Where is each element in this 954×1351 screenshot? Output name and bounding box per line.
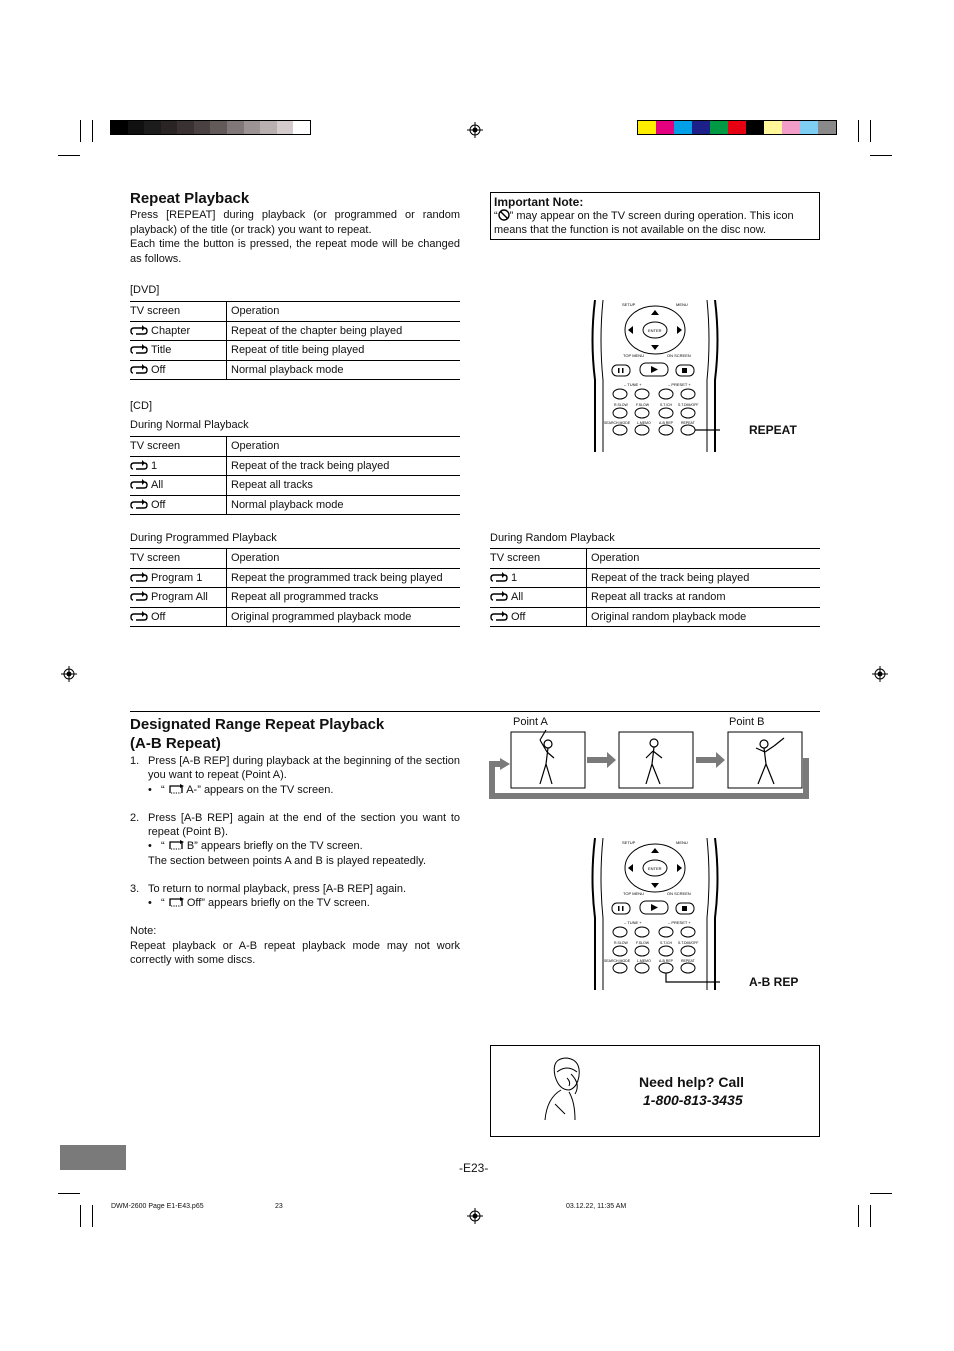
repeat-icon <box>490 591 508 602</box>
operation-cell: Repeat of the chapter being played <box>227 321 461 341</box>
table-header-row <box>130 549 460 569</box>
remote-repeat-label: REPEAT <box>681 421 695 425</box>
remote-dim-label: S.T.DIM/OFF <box>678 403 699 407</box>
col-operation-header: Operation <box>227 302 461 322</box>
random-repeat-table <box>490 548 820 627</box>
tv-screen-cell: All <box>130 476 227 496</box>
repeat-section-title: Repeat Playback <box>130 190 250 207</box>
col-operation-header: Operation <box>587 549 821 569</box>
normal-playback-label: During Normal Playback <box>130 419 249 431</box>
remote-search-label: SEARCH MODE <box>604 421 631 425</box>
calibration-swatch <box>194 121 211 134</box>
ab-repeat-diagram <box>488 728 818 800</box>
color-calibration-bar <box>637 120 837 135</box>
repeat-icon <box>130 499 148 510</box>
ab-rep-callout: A-B REP <box>749 975 799 989</box>
operation-cell: Normal playback mode <box>227 360 461 380</box>
operation-cell: Repeat the programmed track being played <box>227 568 461 588</box>
remote-setup-label: SETUP <box>622 302 636 307</box>
repeat-icon <box>130 479 148 490</box>
remote-abrep-label: A-B REP <box>659 959 674 963</box>
calibration-swatch <box>144 121 161 134</box>
tv-screen-cell: Off <box>130 607 227 627</box>
remote-dim-label: S.T.DIM/OFF <box>678 941 699 945</box>
calibration-swatch <box>638 121 656 134</box>
calibration-swatch <box>244 121 261 134</box>
calibration-swatch <box>800 121 818 134</box>
tv-screen-cell: Title <box>130 341 227 361</box>
ab-step-1: 1. Press [A-B REP] during playback at the beginning of the section you want to repeat (Point A). • “ A-” appears on the TV screen. <box>130 755 460 796</box>
calibration-swatch <box>782 121 800 134</box>
remote-tune-label: – TUNE + <box>624 920 642 925</box>
calibration-swatch <box>692 121 710 134</box>
remote-step-label: S.T./CH <box>660 941 673 945</box>
footer-date: 03.12.22, 11:35 AM <box>566 1203 627 1210</box>
remote-r-slow-label: R.SLOW <box>614 941 628 945</box>
grayscale-calibration-bar <box>110 120 311 135</box>
point-a-label: Point A <box>513 716 548 728</box>
remote-enter-label: ENTER <box>648 328 662 333</box>
dvd-label: [DVD] <box>130 284 160 296</box>
operation-cell: Original programmed playback mode <box>227 607 461 627</box>
table-header-row <box>490 549 820 569</box>
calibration-swatch <box>161 121 178 134</box>
footer-file: DWM-2600 Page E1-E43.p65 <box>111 1203 204 1210</box>
programmed-playback-label: During Programmed Playback <box>130 532 277 544</box>
important-note-box <box>490 192 820 240</box>
registration-mark-icon <box>467 1208 483 1224</box>
remote-menu-label: MENU <box>676 302 688 307</box>
registration-mark-icon <box>61 666 77 682</box>
tv-screen-cell: All <box>490 588 587 608</box>
remote-top-menu-label: TOP MENU <box>623 353 644 358</box>
ab-step-3: 3. To return to normal playback, press [A-B REP] again. • “ Off” appears briefly on the TV screen. <box>130 883 407 910</box>
operation-cell: Repeat of the track being played <box>587 568 821 588</box>
table-header-row <box>130 302 460 322</box>
ab-note: Note: Repeat playback or A-B repeat playback mode may not work correctly with some discs. <box>130 925 460 966</box>
calibration-swatch <box>728 121 746 134</box>
table-row <box>130 321 460 341</box>
tv-screen-cell: Off <box>130 495 227 515</box>
remote-control-illustration <box>590 838 720 990</box>
ab-steps-list <box>130 754 460 911</box>
programmed-repeat-table <box>130 548 460 627</box>
calibration-swatch <box>260 121 277 134</box>
registration-mark-icon <box>872 666 888 682</box>
calibration-swatch <box>227 121 244 134</box>
remote-on-screen-label: ON SCREEN <box>667 891 691 896</box>
remote-setup-label: SETUP <box>622 840 636 845</box>
table-row <box>490 588 820 608</box>
table-row <box>130 607 460 627</box>
table-row <box>130 495 460 515</box>
repeat-icon <box>490 611 508 622</box>
important-note-title: Important Note: <box>494 195 584 209</box>
section-divider <box>130 711 820 712</box>
tv-screen-cell: 1 <box>130 456 227 476</box>
dvd-repeat-table <box>130 301 460 380</box>
col-screen-header: TV screen <box>130 549 227 569</box>
calibration-swatch <box>111 121 128 134</box>
col-screen-header: TV screen <box>130 302 227 322</box>
ab-step-2: 2. Press [A-B REP] again at the end of the section you want to repeat (Point B). • “ B” appears briefly on the TV screen. The section between points A and B is played repeatedly. <box>130 811 460 867</box>
table-row <box>130 568 460 588</box>
ab-section-title: Designated Range Repeat Playback (A-B Repeat) <box>130 716 385 752</box>
col-operation-header: Operation <box>227 549 461 569</box>
point-b-label: Point B <box>729 716 765 728</box>
calibration-swatch <box>764 121 782 134</box>
remote-r-slow-label: R.SLOW <box>614 403 628 407</box>
repeat-icon <box>130 344 148 355</box>
table-header-row <box>130 437 460 457</box>
remote-memo-label: L.MEMO <box>637 421 651 425</box>
help-phone: 1-800-813-3435 <box>643 1092 743 1108</box>
remote-tune-label: – TUNE + <box>624 382 642 387</box>
ab-repeat-icon <box>168 897 184 908</box>
remote-f-slow-label: F.SLOW <box>636 941 650 945</box>
remote-step-label: S.T./CH <box>660 403 673 407</box>
tv-screen-cell: Program All <box>130 588 227 608</box>
registration-mark-icon <box>467 122 483 138</box>
repeat-icon <box>490 572 508 583</box>
remote-enter-label: ENTER <box>648 866 662 871</box>
remote-memo-label: L.MEMO <box>637 959 651 963</box>
calibration-swatch <box>177 121 194 134</box>
tv-screen-cell: Off <box>490 607 587 627</box>
remote-preset-label: – PRESET + <box>668 920 691 925</box>
random-playback-label: During Random Playback <box>490 532 615 544</box>
repeat-callout: REPEAT <box>749 423 797 437</box>
repeat-icon <box>130 364 148 375</box>
repeat-icon <box>130 572 148 583</box>
remote-abrep-label: A-B REP <box>659 421 674 425</box>
normal-repeat-table <box>130 436 460 515</box>
tv-screen-cell: Program 1 <box>130 568 227 588</box>
remote-menu-label: MENU <box>676 840 688 845</box>
table-row <box>130 341 460 361</box>
calibration-swatch <box>277 121 294 134</box>
operation-cell: Repeat all tracks at random <box>587 588 821 608</box>
help-box <box>490 1045 820 1137</box>
ab-repeat-icon <box>168 784 184 795</box>
help-line-1: Need help? Call <box>639 1074 745 1090</box>
operation-cell: Original random playback mode <box>587 607 821 627</box>
footer-page: 23 <box>275 1203 283 1210</box>
calibration-swatch <box>818 121 836 134</box>
operation-cell: Repeat of the track being played <box>227 456 461 476</box>
help-person-icon <box>541 1054 591 1124</box>
calibration-swatch <box>210 121 227 134</box>
page-number: -E23- <box>459 1161 489 1175</box>
operation-cell: Repeat all tracks <box>227 476 461 496</box>
remote-control-illustration <box>590 300 720 452</box>
table-row <box>130 476 460 496</box>
operation-cell: Repeat all programmed tracks <box>227 588 461 608</box>
remote-preset-label: – PRESET + <box>668 382 691 387</box>
repeat-icon <box>130 611 148 622</box>
remote-on-screen-label: ON SCREEN <box>667 353 691 358</box>
remote-search-label: SEARCH MODE <box>604 959 631 963</box>
remote-f-slow-label: F.SLOW <box>636 403 650 407</box>
tv-screen-cell: Off <box>130 360 227 380</box>
calibration-swatch <box>674 121 692 134</box>
calibration-swatch <box>293 121 310 134</box>
table-row <box>130 588 460 608</box>
table-row <box>130 360 460 380</box>
page-tab <box>60 1145 126 1170</box>
remote-top-menu-label: TOP MENU <box>623 891 644 896</box>
col-screen-header: TV screen <box>130 437 227 457</box>
operation-cell: Normal playback mode <box>227 495 461 515</box>
important-note-text: “ ” may appear on the TV screen during operation. This icon means that the function is not available on the disc now. <box>494 210 794 236</box>
operation-cell: Repeat of title being played <box>227 341 461 361</box>
col-screen-header: TV screen <box>490 549 587 569</box>
repeat-icon <box>130 460 148 471</box>
tv-screen-cell: Chapter <box>130 321 227 341</box>
table-row <box>490 607 820 627</box>
calibration-swatch <box>710 121 728 134</box>
repeat-intro: Press [REPEAT] during playback (or programmed or random playback) of the title (or track) you want to repeat. Each time the button is pressed, the repeat mode will be changed as follows. <box>130 209 460 265</box>
repeat-icon <box>130 591 148 602</box>
calibration-swatch <box>128 121 145 134</box>
col-operation-header: Operation <box>227 437 461 457</box>
repeat-icon <box>130 325 148 336</box>
remote-repeat-label: REPEAT <box>681 959 695 963</box>
cd-label: [CD] <box>130 400 152 412</box>
table-row <box>130 456 460 476</box>
calibration-swatch <box>656 121 674 134</box>
prohibited-icon <box>498 209 510 221</box>
ab-repeat-icon <box>168 840 184 851</box>
tv-screen-cell: 1 <box>490 568 587 588</box>
calibration-swatch <box>746 121 764 134</box>
table-row <box>490 568 820 588</box>
